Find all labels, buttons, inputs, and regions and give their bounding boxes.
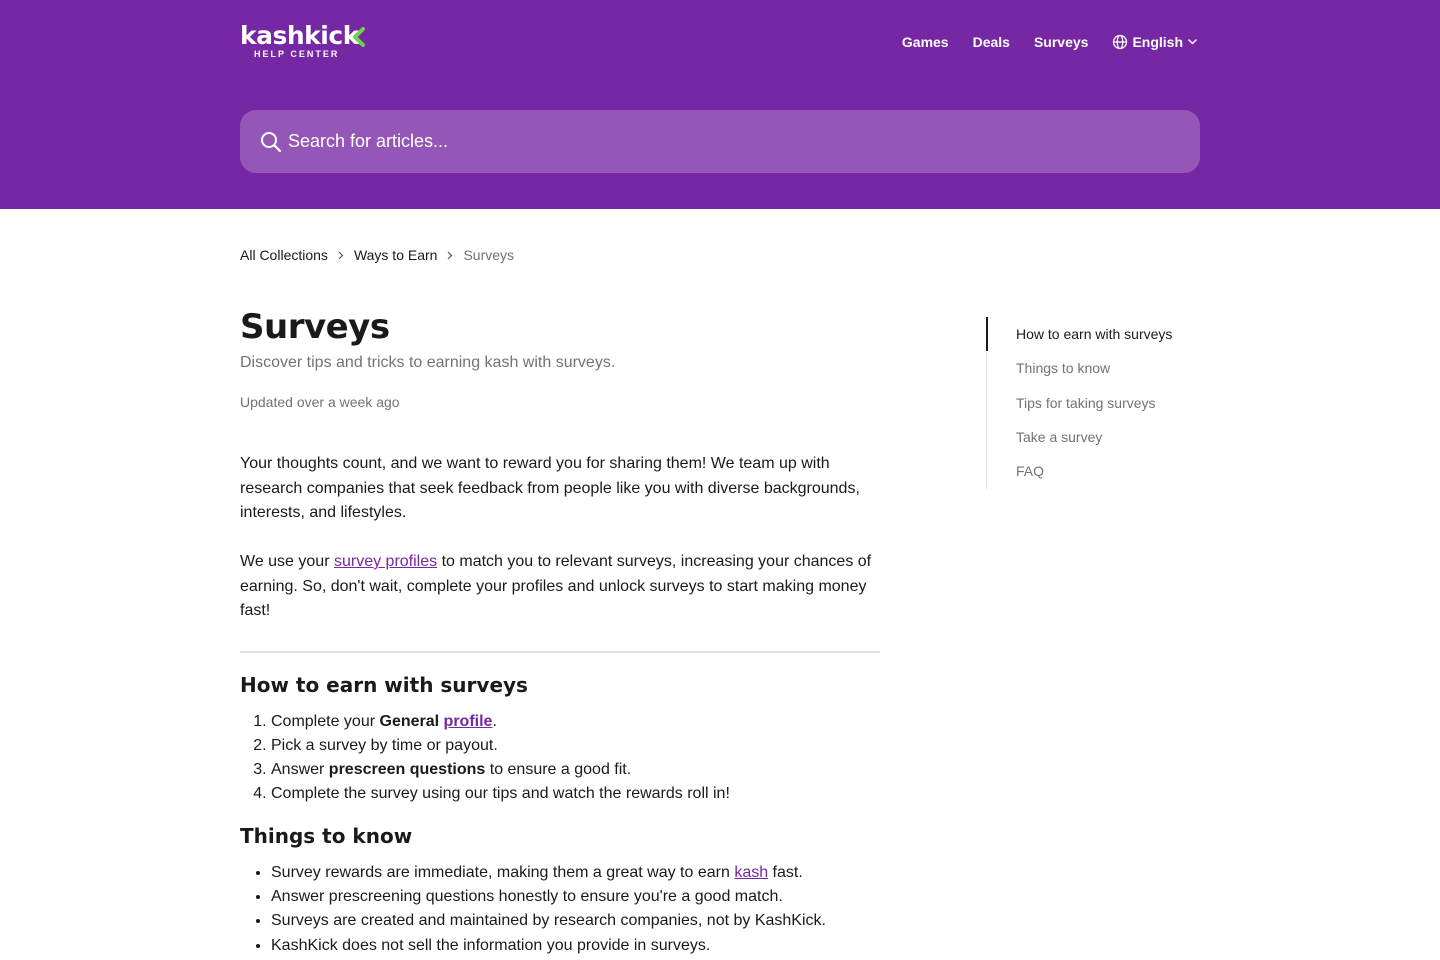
logo-wordmark: kashkick <box>240 21 359 50</box>
toc-item-take-a-survey[interactable]: Take a survey <box>1016 429 1103 445</box>
chevron-down-icon <box>1188 39 1197 45</box>
header <box>0 0 1440 209</box>
section-heading-things-to-know: Things to know <box>240 823 413 848</box>
item-text: fast. <box>768 863 803 881</box>
step-bold-text: prescreen questions <box>328 761 486 779</box>
list-item: 2. Pick a survey by time or payout. <box>271 734 880 758</box>
page-description: Discover tips and tricks to earning kash with surveys. <box>240 354 616 371</box>
step-text: to ensure a good fit. <box>485 761 632 779</box>
list-item: 4. Complete the survey using our tips and watch the rewards roll in! <box>271 782 880 806</box>
breadcrumb-current: Surveys <box>463 247 515 263</box>
intro-text: We use your <box>240 553 334 570</box>
breadcrumb-all-collections[interactable]: All Collections <box>240 247 328 263</box>
page-title: Surveys <box>240 307 390 347</box>
breadcrumb-ways-to-earn[interactable]: Ways to Earn <box>353 247 438 263</box>
breadcrumb <box>240 246 514 264</box>
language-selector[interactable] <box>1112 34 1197 50</box>
step-text: Answer <box>271 761 329 779</box>
list-item: • KashKick does not sell the information you provide in surveys. <box>271 934 880 958</box>
list-item: • Surveys are created and maintained by research companies, not by KashKick. <box>271 909 880 933</box>
kash-link[interactable]: kash <box>734 863 769 881</box>
toc-item-faq[interactable]: FAQ <box>1016 463 1045 479</box>
intro-paragraph: Your thoughts count, and we want to reward you for sharing them! We team up with research companies that seek feedback from people like you with diverse backgrounds, interests, and lifestyles. <box>240 455 860 521</box>
list-item: • Answer prescreening questions honestly to ensure you're a good match. <box>271 885 880 909</box>
toc-item-tips[interactable]: Tips for taking surveys <box>1016 395 1156 411</box>
step-text: . <box>492 712 497 730</box>
top-nav <box>878 33 1197 51</box>
survey-profiles-link[interactable]: survey profiles <box>333 553 438 570</box>
nav-link-games[interactable]: Games <box>901 34 949 50</box>
globe-icon <box>1112 34 1128 50</box>
profile-link[interactable]: profile <box>443 712 493 730</box>
list-item <box>271 758 880 782</box>
logo-chevron-icon <box>350 26 368 48</box>
language-label: English <box>1132 34 1183 50</box>
section-heading-how-to-earn: How to earn with surveys <box>240 672 528 697</box>
item-text: Survey rewards are immediate, making them a great way to earn <box>271 863 735 881</box>
step-text: Complete your <box>271 712 380 730</box>
steps-list <box>240 710 880 807</box>
list-item <box>271 710 880 734</box>
things-list <box>240 861 880 958</box>
nav-link-surveys[interactable]: Surveys <box>1033 34 1089 50</box>
kashkick-logo[interactable] <box>240 22 370 62</box>
intro-text: to match you to relevant surveys, increasing your chances of earning. So, don't wait, complete your profiles and unlock surveys to start making money fast! <box>240 553 872 619</box>
toc-active-indicator <box>986 317 988 351</box>
chevron-right-icon <box>338 251 344 260</box>
article-body <box>240 452 880 958</box>
search-icon <box>260 131 282 153</box>
intro-paragraph-2 <box>240 550 880 624</box>
section-divider <box>240 651 880 653</box>
step-bold-text: General <box>379 712 440 730</box>
search-input[interactable] <box>288 110 1178 173</box>
updated-timestamp: Updated over a week ago <box>240 394 400 410</box>
toc-item-how-to-earn[interactable]: How to earn with surveys <box>1016 326 1173 342</box>
search-bar[interactable] <box>240 110 1200 173</box>
toc-item-things-to-know[interactable]: Things to know <box>1016 360 1111 376</box>
list-item <box>271 861 880 885</box>
nav-link-deals[interactable]: Deals <box>972 34 1010 50</box>
chevron-right-icon <box>447 251 453 260</box>
logo-subtitle: HELP CENTER <box>254 49 340 59</box>
table-of-contents <box>986 317 1206 489</box>
